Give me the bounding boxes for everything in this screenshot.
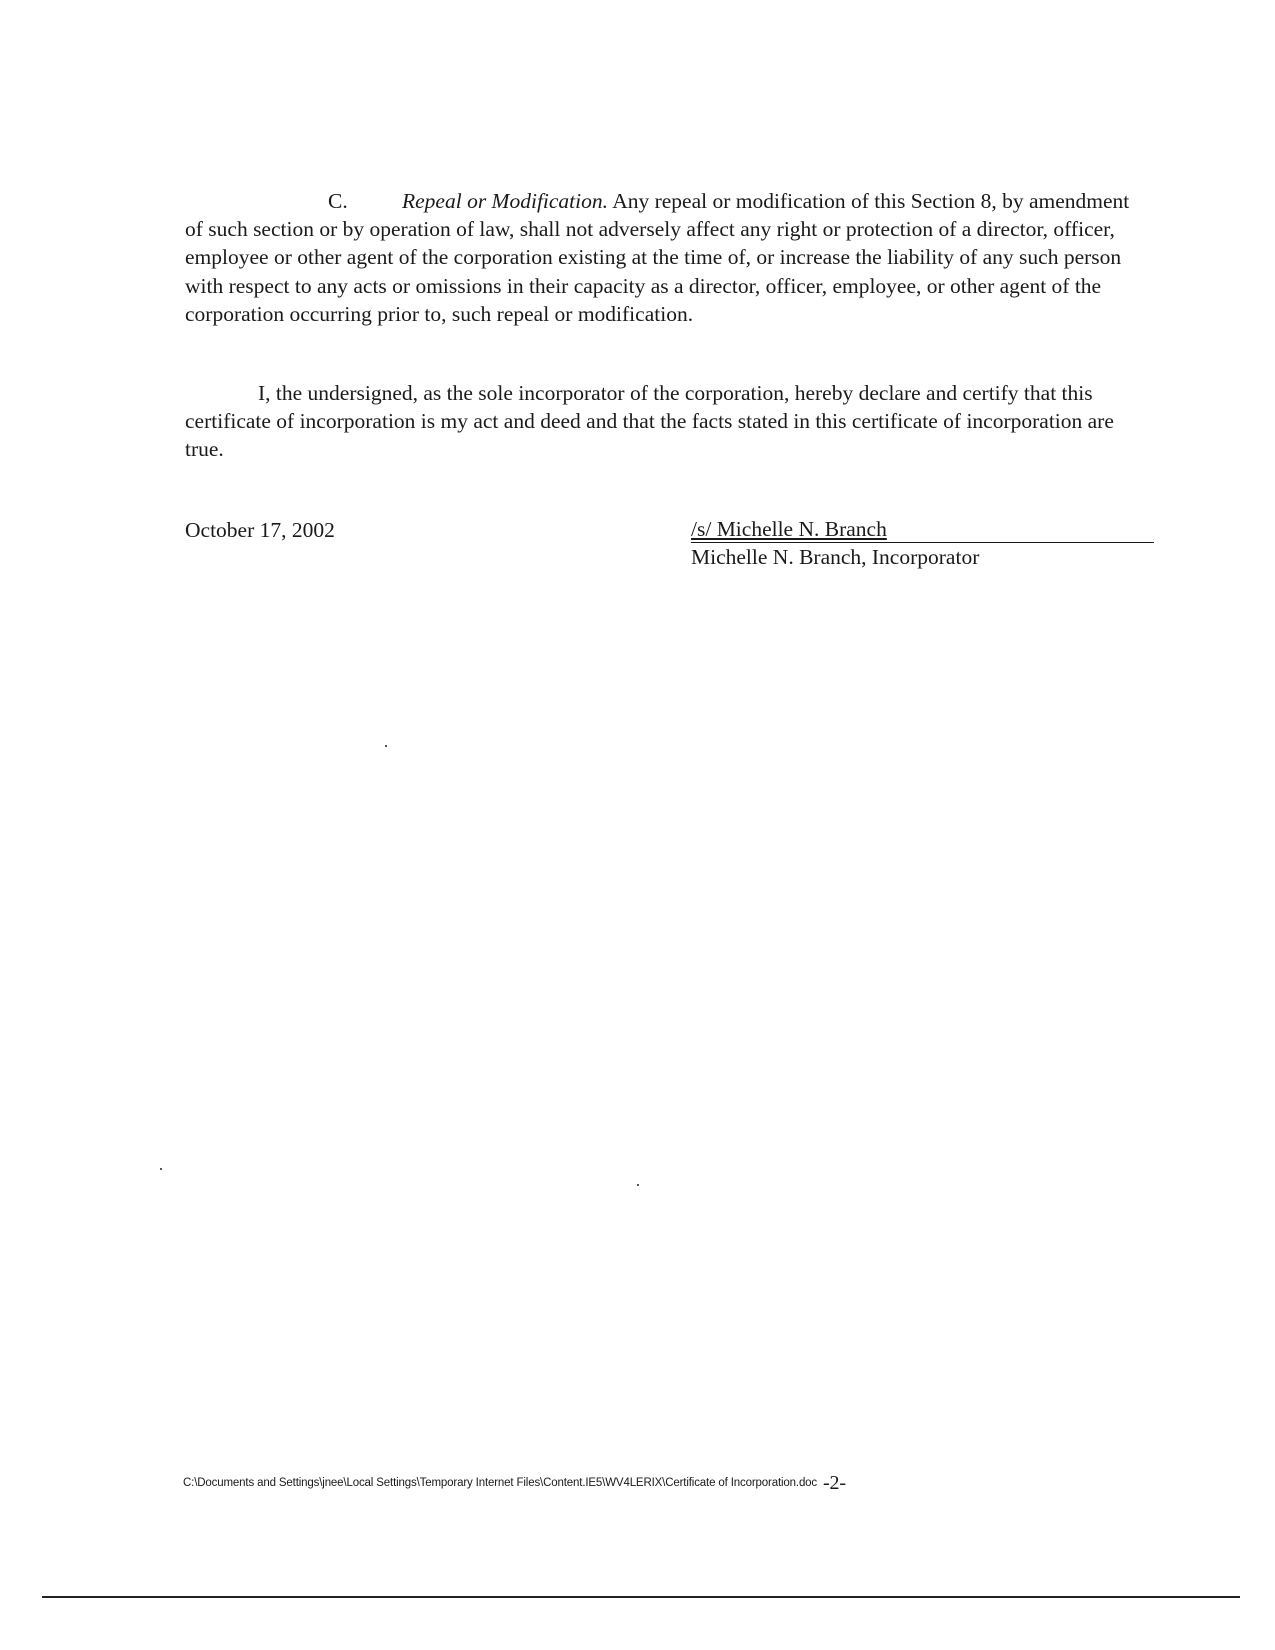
- page-number: -2-: [823, 1472, 846, 1494]
- footer-file-path: C:\Documents and Settings\jnee\Local Settings\Temporary Internet Files\Content.IE5\WV4LERIX\Certificate of Incorporation.doc: [183, 1477, 818, 1489]
- signatory-name-title: Michelle N. Branch, Incorporator: [691, 545, 980, 569]
- section-letter: C.: [328, 189, 348, 213]
- certification-text: I, the undersigned, as the sole incorporator of the corporation, hereby declare and certify that this certificate of incorporation is my act and deed and that the facts stated in this certificate of incorporation are true.: [185, 381, 1114, 462]
- section-heading: Repeal or Modification.: [402, 189, 609, 213]
- bottom-rule: [42, 1596, 1240, 1598]
- signature-text: /s/ Michelle N. Branch: [691, 517, 887, 541]
- footer: [183, 1472, 846, 1495]
- section-body: Any repeal or modification of this Section 8, by amendment of such section or by operation of law, shall not adversely affect any right or protection of a director, officer, employee or other agent of the corporation existing at the time of, or increase the liability of any such person with respect to any acts or omissions in their capacity as a director, officer, employee, or other agent of the corporation occurring prior to, such repeal or modification.: [185, 189, 1130, 326]
- scan-speck: [160, 1168, 162, 1170]
- signature-block: [691, 514, 1154, 571]
- scan-speck: [637, 1184, 639, 1186]
- scan-speck: [385, 745, 387, 747]
- signature-line: [691, 514, 1154, 543]
- signature-date: October 17, 2002: [185, 518, 335, 542]
- section-c-paragraph: [185, 187, 1145, 328]
- certification-paragraph: [185, 379, 1145, 464]
